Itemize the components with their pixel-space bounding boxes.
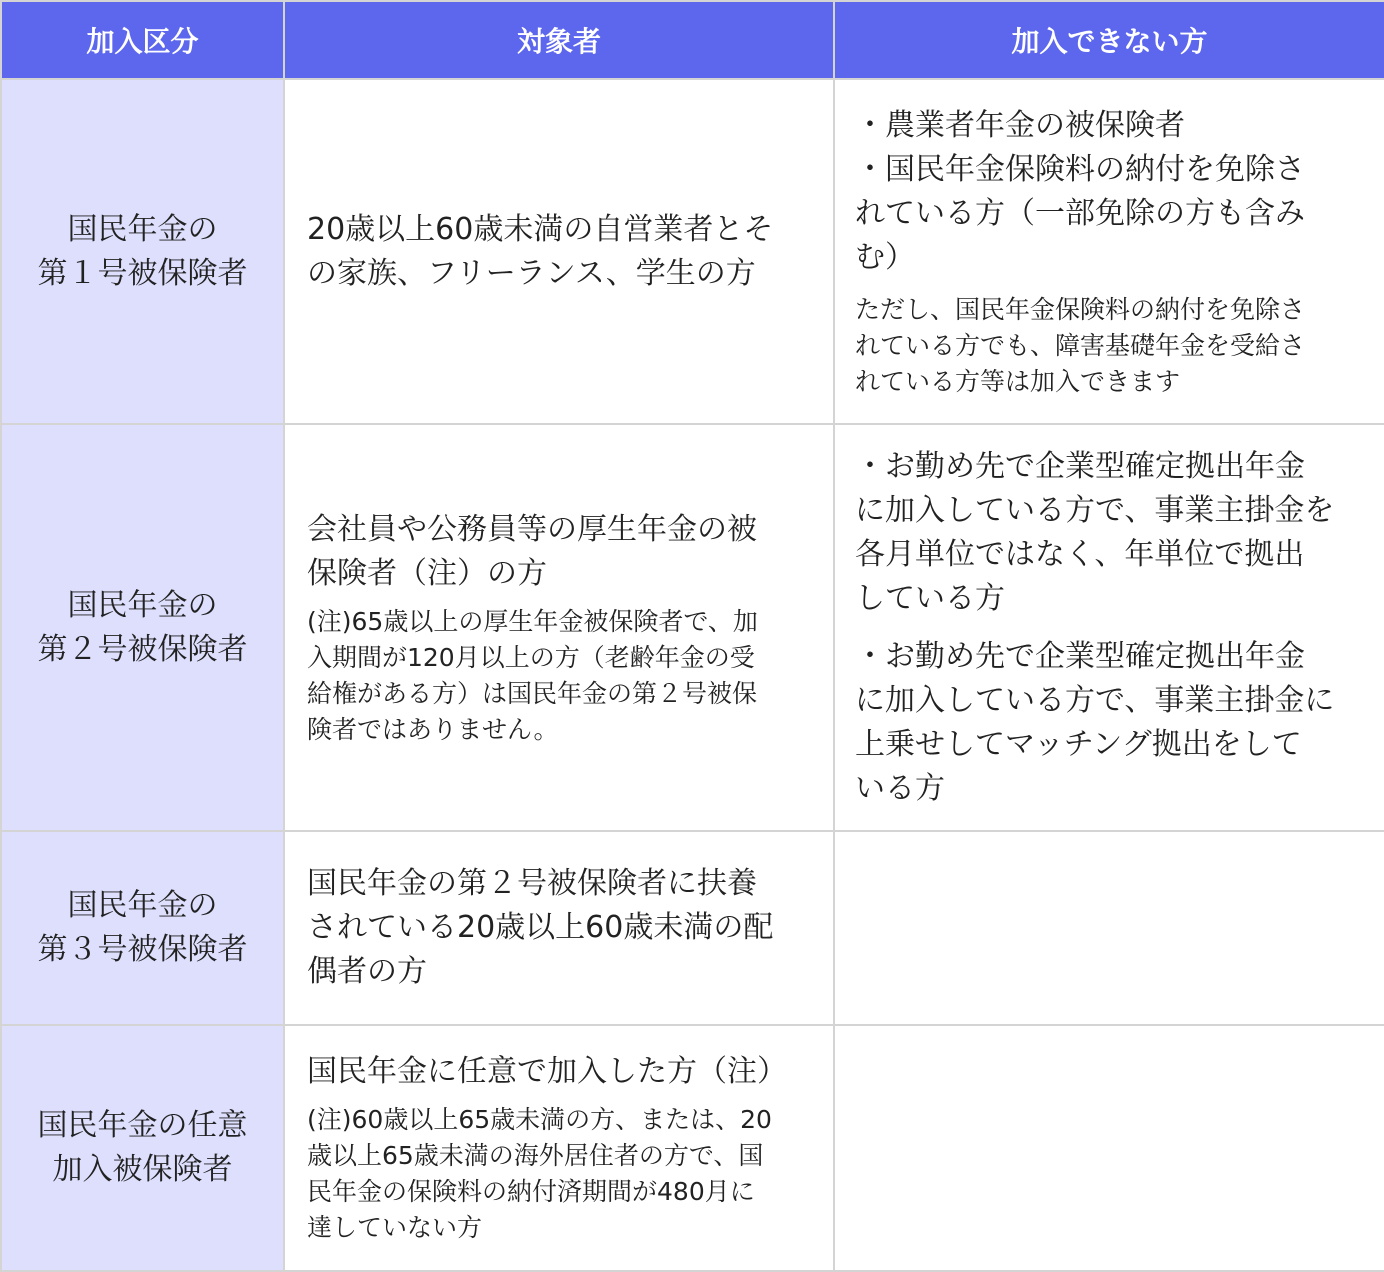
excluded-line: ・農業者年金の被保険者 bbox=[855, 107, 1185, 143]
target-text bbox=[307, 862, 813, 994]
excluded-line: ・お勤め先で企業型確定拠出年金 bbox=[855, 638, 1305, 674]
note-line: 達していない方 bbox=[307, 1213, 483, 1242]
category-line: 国民年金の bbox=[67, 587, 218, 623]
category-cell bbox=[1, 79, 284, 424]
table-row bbox=[1, 424, 1384, 831]
target-text bbox=[307, 208, 813, 296]
table-row bbox=[1, 1025, 1384, 1271]
table-row bbox=[1, 79, 1384, 424]
excluded-cell bbox=[834, 424, 1384, 831]
header-excluded: 加入できない方 bbox=[834, 1, 1384, 79]
excluded-cell-empty bbox=[834, 1025, 1384, 1271]
target-cell bbox=[284, 831, 834, 1025]
note-line: 給権がある方）は国民年金の第２号被保 bbox=[307, 678, 758, 708]
category-line: 国民年金の bbox=[67, 888, 218, 923]
excluded-line: 上乗せしてマッチング拠出をして bbox=[855, 726, 1302, 762]
header-target: 対象者 bbox=[284, 1, 834, 79]
category-cell bbox=[1, 424, 284, 831]
excluded-line: に加入している方で、事業主掛金に bbox=[855, 682, 1335, 718]
note-line: ただし、国民年金保険料の納付を免除さ bbox=[855, 294, 1306, 324]
note-line: れている方等は加入できます bbox=[855, 366, 1181, 396]
excluded-text bbox=[855, 635, 1366, 811]
table-row bbox=[1, 831, 1384, 1025]
note-line: 歳以上65歳未満の海外居住者の方で、国 bbox=[307, 1141, 764, 1170]
excluded-cell-empty bbox=[834, 831, 1384, 1025]
target-cell bbox=[284, 424, 834, 831]
header-row bbox=[1, 1, 1384, 79]
target-line: されている20歳以上60歳未満の配 bbox=[307, 910, 774, 945]
target-text bbox=[307, 1050, 813, 1094]
excluded-cell bbox=[834, 79, 1384, 424]
excluded-text bbox=[855, 104, 1366, 280]
excluded-text bbox=[855, 445, 1366, 621]
excluded-line: ・お勤め先で企業型確定拠出年金 bbox=[855, 448, 1305, 484]
excluded-note bbox=[855, 292, 1366, 400]
excluded-line: 各月単位ではなく、年単位で拠出 bbox=[855, 536, 1305, 572]
target-note bbox=[307, 1102, 813, 1246]
target-line: 20歳以上60歳未満の自営業者とそ bbox=[307, 211, 774, 247]
target-line: 保険者（注）の方 bbox=[307, 555, 547, 591]
note-line: 入期間が120月以上の方（老齢年金の受 bbox=[307, 642, 755, 672]
note-line: れている方でも、障害基礎年金を受給さ bbox=[855, 330, 1306, 360]
header-category: 加入区分 bbox=[1, 1, 284, 79]
category-line: 第２号被保険者 bbox=[37, 631, 248, 667]
target-cell bbox=[284, 1025, 834, 1271]
target-line: 会社員や公務員等の厚生年金の被 bbox=[307, 511, 757, 547]
target-text bbox=[307, 508, 813, 596]
category-cell bbox=[1, 1025, 284, 1271]
category-line: 国民年金の bbox=[67, 211, 218, 247]
target-note bbox=[307, 604, 813, 748]
excluded-line: ・国民年金保険料の納付を免除さ bbox=[855, 151, 1305, 187]
excluded-line: いる方 bbox=[855, 770, 945, 806]
category-line: 国民年金の任意 bbox=[37, 1108, 248, 1143]
note-line: 険者ではありません。 bbox=[307, 714, 559, 744]
note-line: (注)65歳以上の厚生年金被保険者で、加 bbox=[307, 606, 758, 636]
excluded-line: している方 bbox=[855, 580, 1005, 616]
category-line: 第１号被保険者 bbox=[37, 255, 248, 291]
excluded-line: む） bbox=[855, 239, 915, 275]
category-line: 加入被保険者 bbox=[52, 1152, 233, 1187]
target-line: 国民年金の第２号被保険者に扶養 bbox=[307, 866, 757, 901]
category-cell bbox=[1, 831, 284, 1025]
note-line: 民年金の保険料の納付済期間が480月に bbox=[307, 1177, 755, 1206]
target-line: 国民年金に任意で加入した方（注） bbox=[307, 1054, 787, 1089]
category-line: 第３号被保険者 bbox=[37, 932, 248, 967]
target-line: 偶者の方 bbox=[307, 954, 427, 989]
excluded-line: れている方（一部免除の方も含み bbox=[855, 195, 1305, 231]
target-line: の家族、フリーランス、学生の方 bbox=[307, 255, 756, 291]
target-cell bbox=[284, 79, 834, 424]
excluded-line: に加入している方で、事業主掛金を bbox=[855, 492, 1335, 528]
note-line: (注)60歳以上65歳未満の方、または、20 bbox=[307, 1105, 772, 1134]
